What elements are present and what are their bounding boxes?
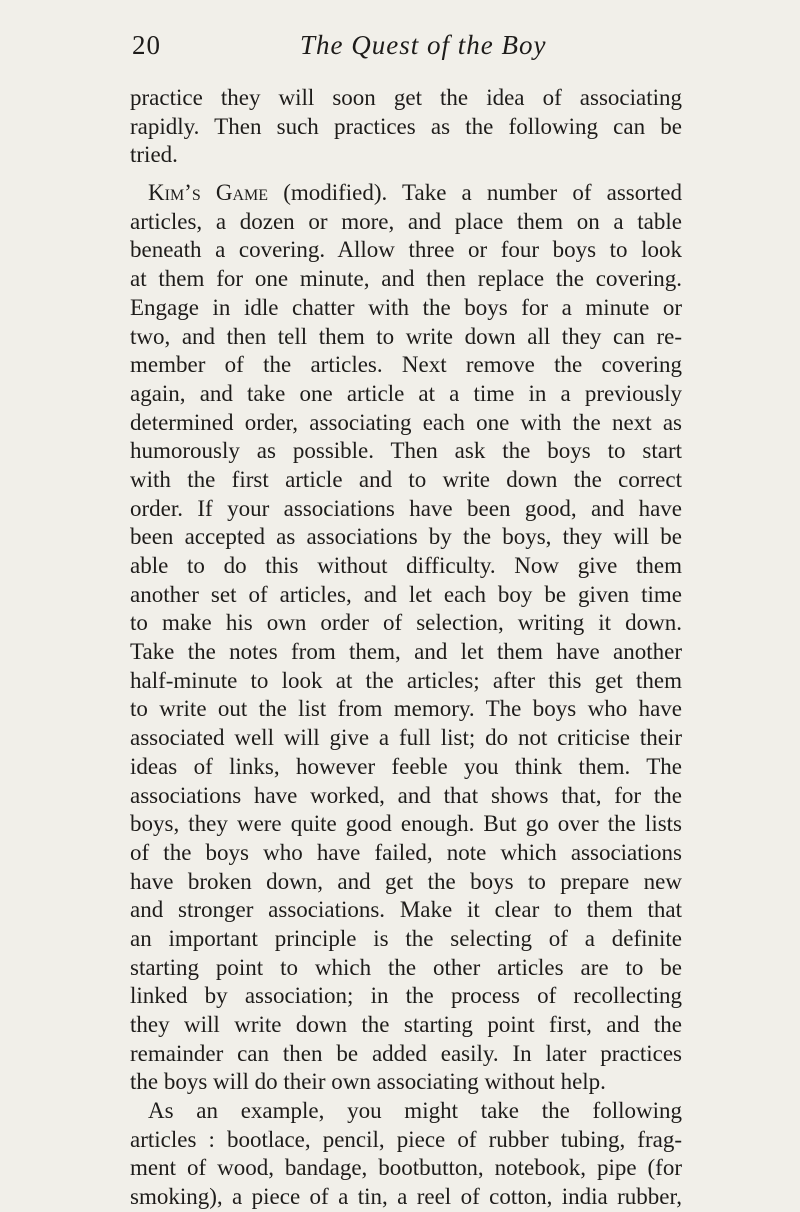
text-line: able to do this without difficulty. Now give them <box>130 553 682 578</box>
text-line: associations have worked, and that shows that, for the <box>130 782 682 808</box>
paragraph-3 <box>130 1097 682 1212</box>
text-line: determined order, associating each one with the next as <box>130 409 682 435</box>
running-title: The Quest of the Boy <box>300 30 547 60</box>
text-line: smoking), a piece of a tin, a reel of cotton, india rubber, <box>130 1184 682 1210</box>
text-line: an important principle is the selecting of a definite <box>130 925 682 951</box>
text-line: been accepted as associations by the boys, they will be <box>130 524 682 550</box>
text-line: boys, they were quite good enough. But go over the lists <box>130 811 682 837</box>
text-line: they will write down the starting point first, and the <box>130 1012 682 1037</box>
text-line: two, and then tell them to write down all they can re- <box>130 323 682 349</box>
text-line: ment of wood, bandage, bootbutton, notebook, pipe (for <box>130 1155 682 1181</box>
text-line: the boys will do their own associating without help. <box>130 1069 606 1095</box>
text-line: beneath a covering. Allow three or four boys to look <box>130 237 682 263</box>
text-line: have broken down, and get the boys to prepare new <box>130 868 682 894</box>
text-line: of the boys who have failed, note which associations <box>130 839 682 865</box>
text-line: with the first article and to write down the correct <box>130 466 682 492</box>
text-line: linked by association; in the process of recollecting <box>130 983 682 1009</box>
text-line: starting point to which the other articles are to be <box>130 954 682 980</box>
text-line: another set of articles, and let each boy be given time <box>130 581 682 607</box>
text-line: As an example, you might take the following <box>148 1098 682 1124</box>
text-line: articles, a dozen or more, and place them on a table <box>130 208 682 234</box>
text-line: and stronger associations. Make it clear to them that <box>130 897 682 923</box>
text-line: again, and take one article at a time in a previously <box>130 380 682 406</box>
body-text <box>130 84 682 1212</box>
text-line: to write out the list from memory. The boys who have <box>130 696 682 722</box>
paragraph-2 <box>130 179 682 1097</box>
text-line: remainder can then be added easily. In later practices <box>130 1040 682 1066</box>
text-line: to make his own order of selection, writing it down. <box>130 610 682 636</box>
text-line: rapidly. Then such practices as the following can be <box>130 113 682 139</box>
running-head <box>128 30 688 70</box>
page-number: 20 <box>132 30 161 60</box>
text-line: order. If your associations have been good, and have <box>130 495 682 521</box>
text-line: ideas of links, however feeble you think them. The <box>130 753 682 779</box>
section-heading: Kim’s Game <box>148 180 269 206</box>
text-line: half-minute to look at the articles; after this get them <box>130 667 682 693</box>
text-line: tried. <box>130 142 178 168</box>
text-line: Engage in idle chatter with the boys for a minute or <box>130 294 682 320</box>
text-fragment: (modified). Take a number of assorted <box>268 180 683 206</box>
paragraph-1 <box>130 84 682 170</box>
text-line: practice they will soon get the idea of associating <box>130 85 682 110</box>
text-line: articles : bootlace, pencil, piece of rubber tubing, frag- <box>130 1126 682 1152</box>
text-line <box>130 179 682 208</box>
text-line: member of the articles. Next remove the covering <box>130 352 682 378</box>
text-line: humorously as possible. Then ask the boys to start <box>130 438 682 464</box>
text-line: at them for one minute, and then replace the covering. <box>130 266 682 292</box>
text-line: associated well will give a full list; do not criticise their <box>130 725 682 751</box>
text-line: Take the notes from them, and let them have another <box>130 639 682 665</box>
